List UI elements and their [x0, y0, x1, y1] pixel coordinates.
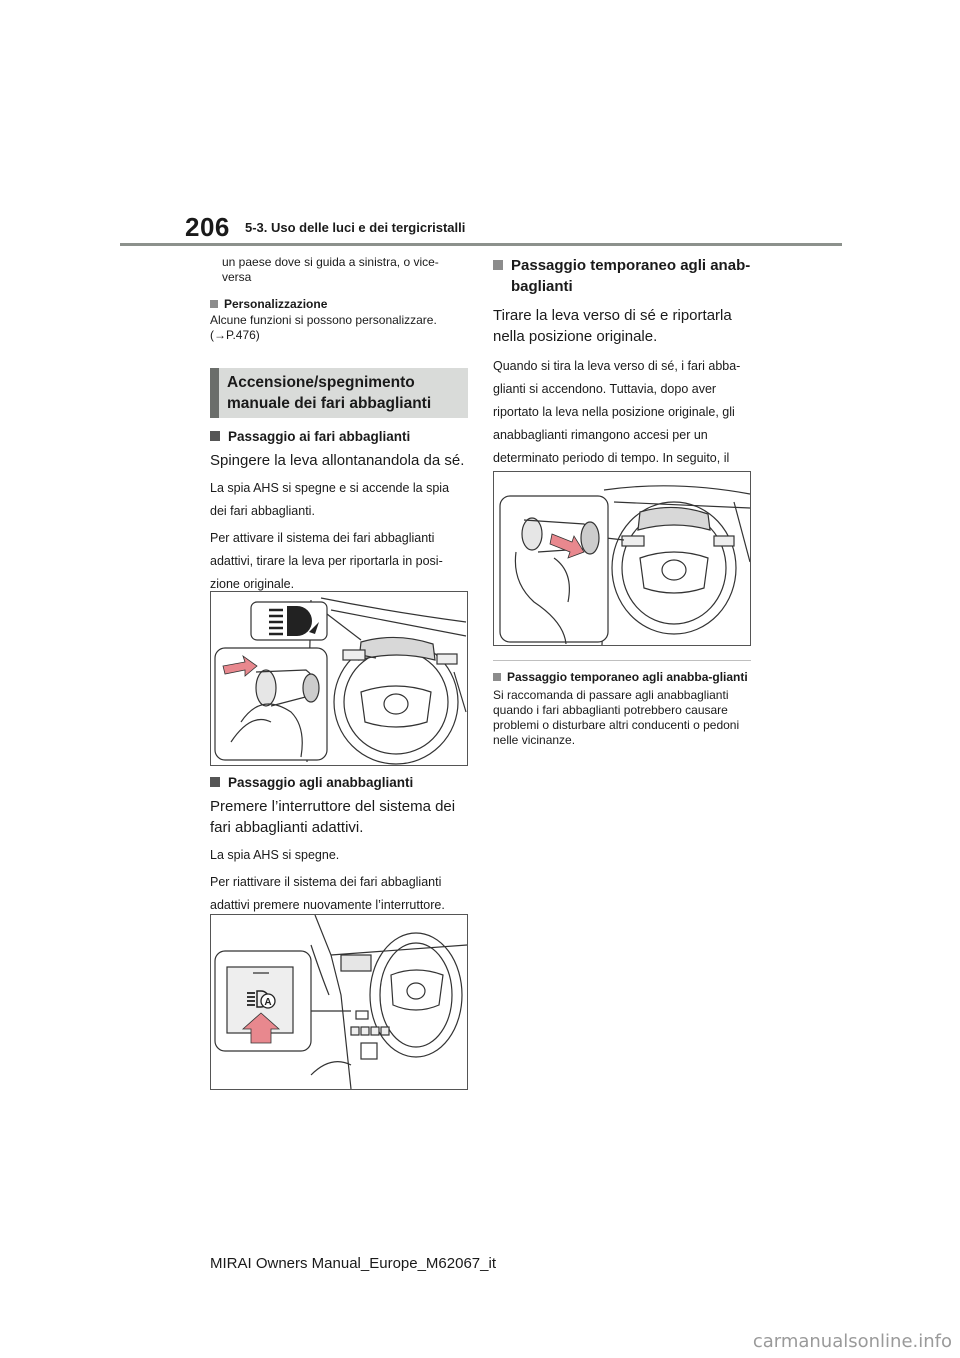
- temporary-low-text: Si raccomanda di passare agli anabbaglianti quando i fari abbaglianti potrebbero causare problemi o disturbare altri conducenti o pedoni nelle vicinanze.: [493, 688, 740, 747]
- temporary-high-lead: Tirare la leva verso di sé e riportarla nella posizione originale.: [493, 307, 732, 345]
- low-beam-heading: Passaggio agli anabbaglianti: [210, 772, 468, 793]
- section-title-box: Accensione/spegnimento manuale dei fari abbaglianti: [210, 368, 468, 418]
- temporary-low-section: [493, 670, 751, 748]
- personalization-text: Alcune funzioni si possono personalizzare. (→P.476): [210, 313, 437, 342]
- press-switch-illustration: [211, 915, 467, 1089]
- high-beam-p2: Per attivare il sistema dei fari abbaglianti adattivi, tirare la leva per riportarla in posi-zione originale.: [210, 531, 443, 591]
- left-column-top: [210, 255, 468, 343]
- push-lever-illustration: [211, 592, 467, 765]
- temporary-high-p1: Quando si tira la leva verso di sé, i fari abba-glianti si accendono. Tuttavia, dopo aver riportato la leva nella posizione originale, gli anabbaglianti rimangono accesi per un determinato periodo di tempo. In seguito, il: [493, 359, 741, 465]
- high-beam-lead: Spingere la leva allontanandola da sé.: [210, 452, 465, 469]
- header-divider: [120, 243, 842, 246]
- low-beam-lead: Premere l’interruttore del sistema dei fari abbaglianti adattivi.: [210, 798, 456, 836]
- temporary-high-section: [493, 255, 751, 493]
- bullet-square-icon: [210, 431, 220, 441]
- watermark: carmanualsonline.info: [752, 1331, 952, 1352]
- auto-switch-label: A: [264, 997, 272, 1008]
- personalization-heading: Personalizzazione: [210, 297, 468, 311]
- bullet-square-icon: [210, 300, 218, 308]
- figure-pull-lever: [493, 471, 751, 646]
- pull-lever-illustration: [494, 472, 750, 645]
- intro-text: un paese dove si guida a sinistra, o vice-versa: [222, 255, 439, 284]
- section-title: 5-3. Uso delle luci e dei tergicristalli: [245, 220, 466, 235]
- temporary-high-heading: Passaggio temporaneo agli anab-baglianti: [493, 255, 751, 297]
- figure-push-lever: [210, 591, 468, 766]
- low-beam-p2: Per riattivare il sistema dei fari abbaglianti adattivi premere nuovamente l’interruttore.: [210, 875, 445, 912]
- high-beam-p1: La spia AHS si spegne e si accende la spia dei fari abbaglianti.: [210, 481, 450, 518]
- footer-text: MIRAI Owners Manual_Europe_M62067_it: [210, 1255, 496, 1272]
- low-beam-section: [210, 772, 468, 917]
- bullet-square-icon: [493, 673, 501, 681]
- low-beam-p1: La spia AHS si spegne.: [210, 848, 340, 862]
- high-beam-heading: Passaggio ai fari abbaglianti: [210, 426, 468, 447]
- figure-press-switch: [210, 914, 468, 1090]
- high-beam-section: [210, 426, 468, 596]
- bullet-square-icon: [210, 777, 220, 787]
- bullet-square-icon: [493, 260, 503, 270]
- page-number: 206: [185, 212, 230, 242]
- separator-line: [493, 660, 751, 661]
- temporary-low-heading: Passaggio temporaneo agli anabba-glianti: [493, 670, 751, 684]
